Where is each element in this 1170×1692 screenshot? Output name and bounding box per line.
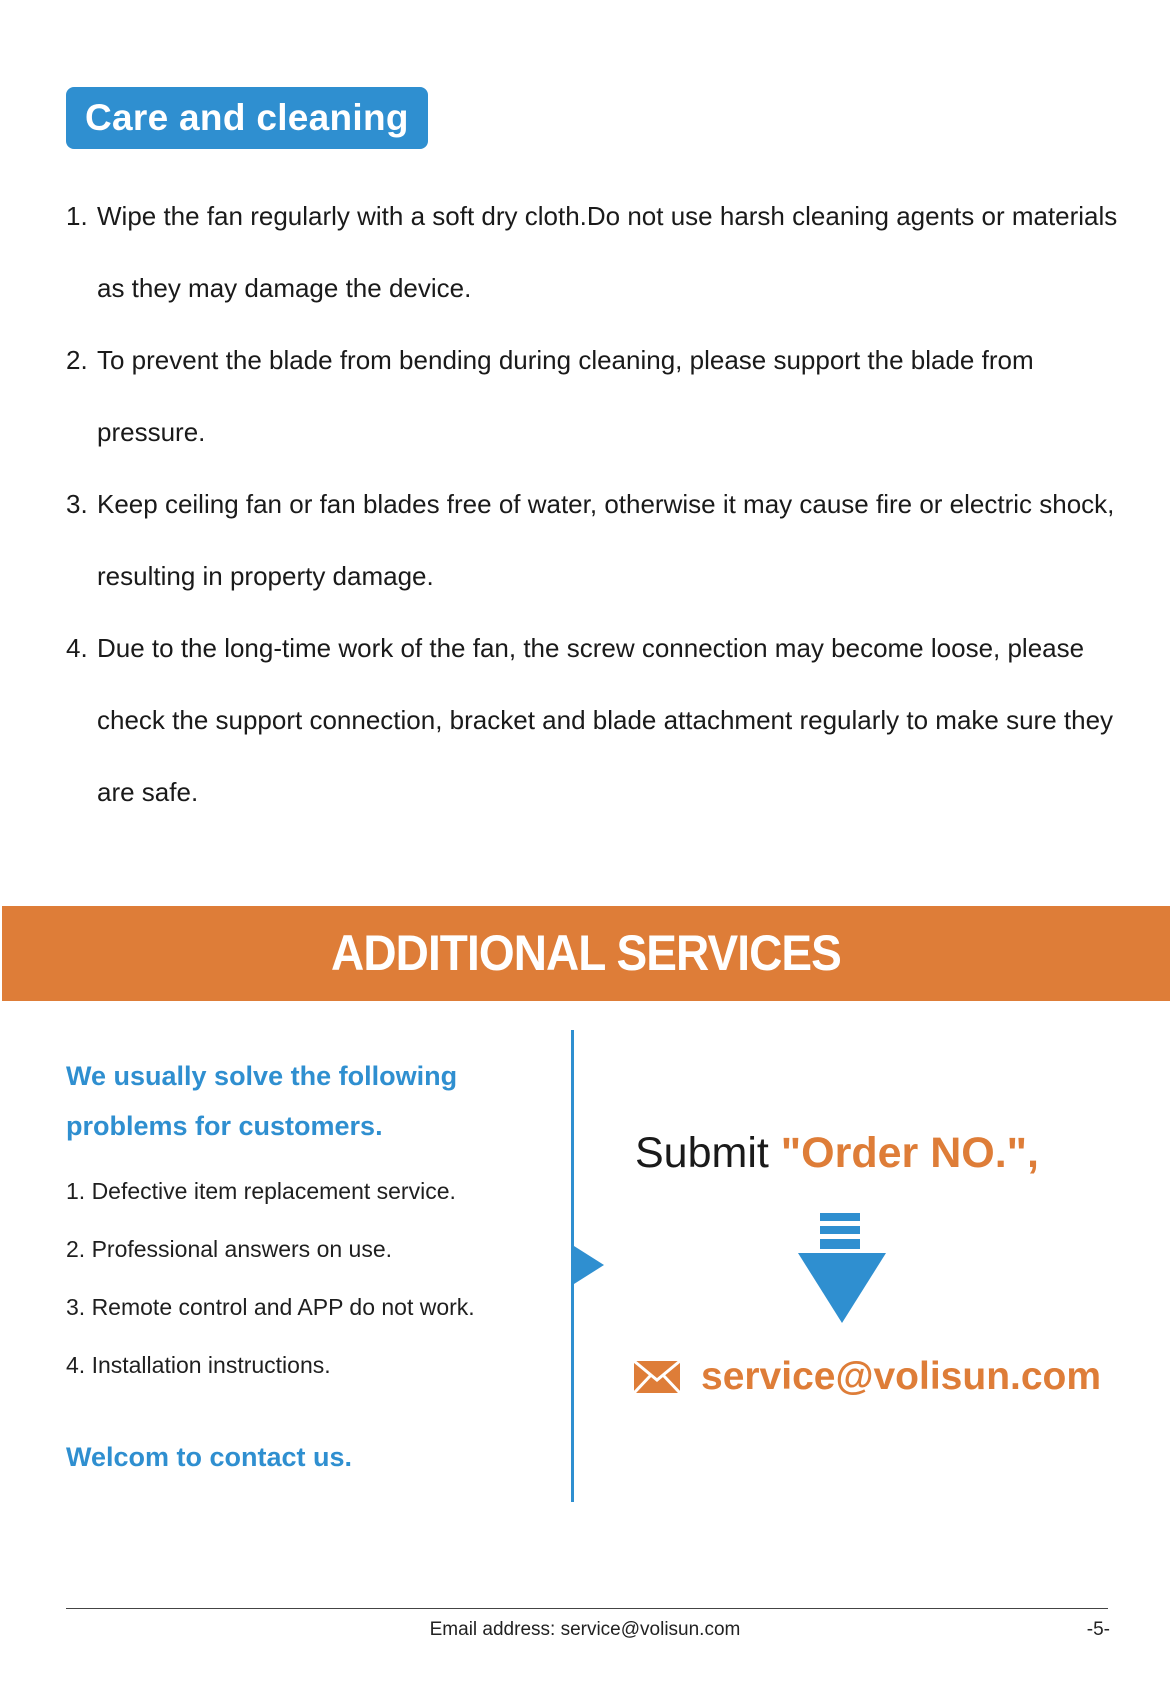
care-section-title: Care and cleaning [66,87,428,149]
down-arrow-icon [796,1213,888,1325]
care-item-1 [66,180,1126,324]
submit-order-line [635,1125,1039,1181]
services-intro-line-2: problems for customers. [66,1111,383,1141]
page-number: -5- [1086,1619,1110,1640]
services-intro-line-1: We usually solve the following [66,1061,458,1091]
care-item-text: Keep ceiling fan or fan blades free of water, otherwise it may cause fire or electric shock, resulting in property damage. [97,489,1115,591]
additional-services-banner [2,906,1170,1001]
care-item-text: Due to the long-time work of the fan, the screw connection may become loose, please check the support connection, bracket and blade attachment regularly to make sure they are safe. [97,633,1114,807]
service-item-4: 4. Installation instructions. [66,1352,331,1378]
care-item-number: 4. [66,633,88,663]
care-item-number: 3. [66,489,88,519]
services-left-column [66,1051,556,1394]
welcome-text: Welcom to contact us. [66,1442,353,1472]
service-email-link[interactable]: service@volisun.com [701,1355,1102,1398]
submit-prefix: Submit [635,1129,781,1177]
service-item-3: 3. Remote control and APP do not work. [66,1294,475,1320]
care-item-2 [66,324,1126,468]
care-item-3 [66,468,1126,612]
footer-divider [66,1608,1108,1609]
care-item-text: Wipe the fan regularly with a soft dry cloth.Do not use harsh cleaning agents or materials as they may damage the device. [97,201,1118,303]
care-item-4 [66,612,1126,828]
service-item-2: 2. Professional answers on use. [66,1236,393,1262]
service-item-1: 1. Defective item replacement service. [66,1178,456,1204]
order-number-highlight: "Order NO.", [780,1129,1039,1177]
services-list [66,1162,556,1394]
care-item-text: To prevent the blade from bending during cleaning, please support the blade from pressure. [97,345,1034,447]
email-contact-row [633,1350,1101,1404]
mail-icon [633,1360,681,1394]
care-item-number: 2. [66,345,88,375]
care-item-number: 1. [66,201,88,231]
footer-email: Email address: service@volisun.com [429,1619,741,1640]
care-list [66,180,1126,828]
right-arrow-icon [574,1246,604,1284]
banner-title: ADDITIONAL SERVICES [331,925,841,981]
